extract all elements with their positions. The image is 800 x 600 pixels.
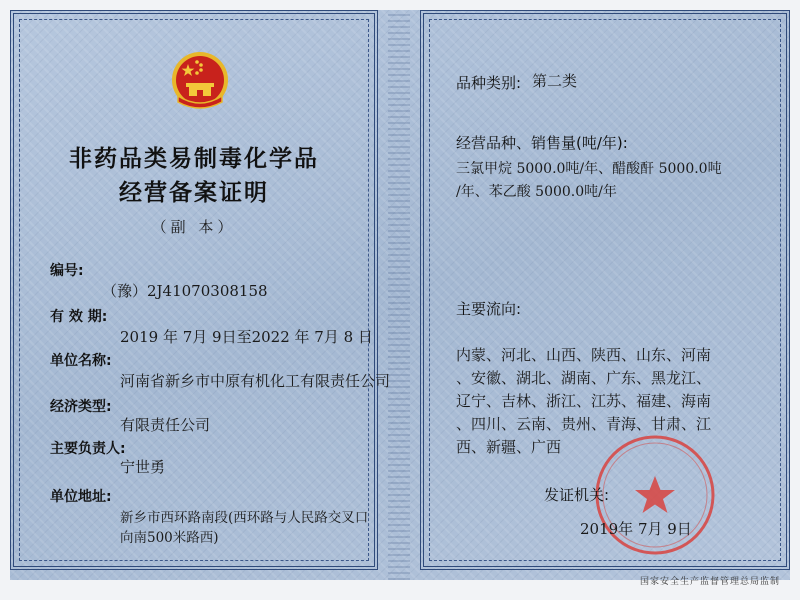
number-label: 编号: bbox=[50, 263, 84, 279]
title-line-1: 非药品类易制毒化学品 bbox=[69, 146, 319, 172]
principal-label: 主要负责人: bbox=[50, 441, 126, 457]
footer-issuer-note: 国家安全生产监督管理总局监制 bbox=[639, 577, 780, 587]
flow-line-2: 、安徽、湖北、湖南、广东、黑龙江、 bbox=[456, 369, 712, 387]
certificate-sheet bbox=[10, 10, 790, 580]
economic-type-value: 有限责任公司 bbox=[120, 416, 211, 434]
flow-line-3: 辽宁、吉林、浙江、江苏、福建、海南 bbox=[456, 392, 712, 410]
unit-name-value: 河南省新乡市中原有机化工有限责任公司 bbox=[120, 372, 391, 390]
validity-label: 有 效 期: bbox=[50, 309, 108, 325]
number-value: （豫）2J41070308158 bbox=[102, 282, 268, 300]
varieties-line-2: /年、苯乙酸 5000.0吨/年 bbox=[456, 184, 617, 200]
category-value: 第二类 bbox=[532, 72, 578, 90]
copy-mark: （副 本） bbox=[151, 218, 237, 236]
issue-date: 2019年 7月 9日 bbox=[580, 520, 692, 538]
principal-value: 宁世勇 bbox=[120, 458, 166, 476]
varieties-label: 经营品种、销售量(吨/年): bbox=[456, 134, 628, 152]
validity-value: 2019 年 7月 9日至2022 年 7月 8 日 bbox=[120, 328, 373, 346]
varieties-line-1: 三氯甲烷 5000.0吨/年、醋酸酐 5000.0吨 bbox=[456, 161, 722, 177]
unit-name-label: 单位名称: bbox=[50, 353, 112, 369]
category-label: 品种类别: bbox=[456, 74, 522, 92]
address-label: 单位地址: bbox=[50, 489, 112, 505]
national-emblem-icon bbox=[170, 50, 230, 114]
flow-line-5: 西、新疆、广西 bbox=[456, 438, 562, 456]
title-line-2: 经营备案证明 bbox=[119, 180, 269, 206]
flow-line-1: 内蒙、河北、山西、陕西、山东、河南 bbox=[456, 346, 712, 364]
issuer-label: 发证机关: bbox=[544, 486, 610, 504]
address-value-line-1: 新乡市西环路南段(西环路与人民路交叉口 bbox=[120, 510, 369, 526]
economic-type-label: 经济类型: bbox=[50, 399, 112, 415]
center-fold bbox=[388, 10, 410, 580]
flow-label: 主要流向: bbox=[456, 300, 522, 318]
flow-line-4: 、四川、云南、贵州、青海、甘肃、江 bbox=[456, 415, 712, 433]
address-value-line-2: 向南500米路西) bbox=[120, 530, 219, 546]
